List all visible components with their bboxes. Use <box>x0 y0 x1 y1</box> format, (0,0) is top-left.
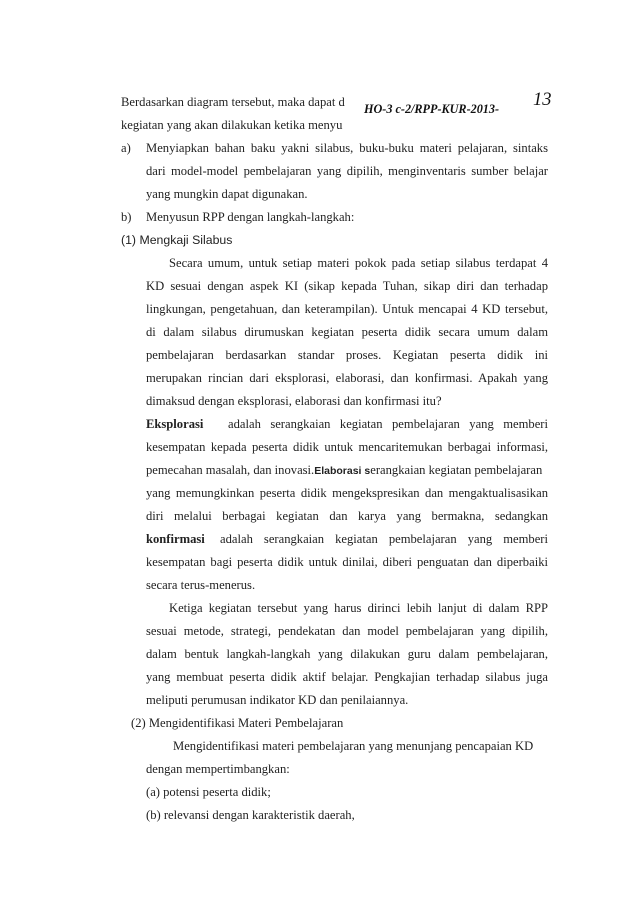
item-b-text: Menyusun RPP dengan langkah-langkah: <box>146 210 355 224</box>
step1-para3-line-2: sesuai metode, strategi, pendekatan dan model pembelajaran yang dipilih, <box>146 624 548 638</box>
step1-para3-line-5: meliputi perumusan indikator KD dan penilaiannya. <box>146 693 409 707</box>
running-header <box>356 90 552 130</box>
step1-heading: (1) Mengkaji Silabus <box>121 233 233 247</box>
def-line-2: kesempatan kepada peserta didik untuk mencaritemukan berbagai informasi, <box>146 440 548 454</box>
step2-item-a: (a) potensi peserta didik; <box>146 785 271 799</box>
item-b-marker: b) <box>121 210 132 224</box>
step1-para3-line-1: Ketiga kegiatan tersebut yang harus dirinci lebih lanjut di dalam RPP <box>169 601 548 615</box>
term-elaborasi: Elaborasi s <box>314 465 371 477</box>
def-line-3-a: pemecahan masalah, dan inovasi. <box>146 463 315 477</box>
step1-para1-line-1: Secara umum, untuk setiap materi pokok pada setiap silabus terdapat 4 <box>169 256 548 270</box>
step2-heading: (2) Mengidentifikasi Materi Pembelajaran <box>131 716 344 730</box>
step1-para3-line-3: dalam bentuk langkah-langkah yang dilakukan guru dalam pembelajaran, <box>146 647 548 661</box>
def-konfirmasi-line <box>146 531 548 547</box>
def-line-5: diri melalui berbagai kegiatan dan karya yang bermakna, sedangkan <box>146 509 548 523</box>
intro-line-2: kegiatan yang akan dilakukan ketika menyu <box>121 118 343 132</box>
def-eksplorasi-line <box>146 416 548 432</box>
item-a-line-1: Menyiapkan bahan baku yakni silabus, buku-buku materi pelajaran, sintaks <box>146 141 548 155</box>
item-a-line-3: yang mungkin dapat digunakan. <box>146 187 308 201</box>
step1-para1-line-7: dimaksud dengan eksplorasi, elaborasi dan konfirmasi itu? <box>146 394 442 408</box>
step1-para1-line-6: merupakan rincian dari eksplorasi, elaborasi, dan konfirmasi. Apakah yang <box>146 371 548 385</box>
def-line-4: yang memungkinkan peserta didik mengekspresikan dan mengaktualisasikan <box>146 486 548 500</box>
def-line-3 <box>146 462 548 479</box>
step1-para1-line-5: pembelajaran berdasarkan standar proses. Kegiatan peserta didik ini <box>146 348 548 362</box>
def-konfirmasi-rest: adalah serangkaian kegiatan pembelajaran yang memberi <box>220 532 548 546</box>
step2-para-line-1: Mengidentifikasi materi pembelajaran yang menunjang pencapaian KD <box>173 739 534 753</box>
step2-para-line-2: dengan mempertimbangkan: <box>146 762 290 776</box>
step1-para1-line-3: lingkungan, pengetahuan, dan keterampilan). Untuk mencapai 4 KD tersebut, <box>146 302 548 316</box>
item-a-line-2: dari model-model pembelajaran yang dipilih, menginventaris sumber belajar <box>146 164 548 178</box>
def-line-3-b: erangkaian kegiatan pembelajaran <box>370 463 543 477</box>
step1-para3-line-4: yang membuat peserta didik aktif belajar. Pengkajian terhadap silabus juga <box>146 670 548 684</box>
def-line-8: secara terus-menerus. <box>146 578 256 592</box>
header-code: HO-3 c-2/RPP-KUR-2013- <box>364 102 500 116</box>
def-eksplorasi-rest: adalah serangkaian kegiatan pembelajaran yang memberi <box>228 417 548 431</box>
term-eksplorasi: Eksplorasi <box>146 417 204 431</box>
step1-para1-line-4: di dalam silabus dirumuskan kegiatan peserta didik secara umum dalam <box>146 325 548 339</box>
step2-item-b: (b) relevansi dengan karakteristik daerah, <box>146 808 355 822</box>
step1-para1-line-2: KD sesuai dengan aspek KI (sikap kepada Tuhan, sikap diri dan terhadap <box>146 279 548 293</box>
page-number: 13 <box>533 90 552 110</box>
item-a-marker: a) <box>121 141 131 155</box>
term-konfirmasi: konfirmasi <box>146 532 205 546</box>
def-line-7: kesempatan bagi peserta didik untuk dinilai, diberi penguatan dan diperbaiki <box>146 555 548 569</box>
intro-line-1: Berdasarkan diagram tersebut, maka dapat d <box>121 95 345 109</box>
